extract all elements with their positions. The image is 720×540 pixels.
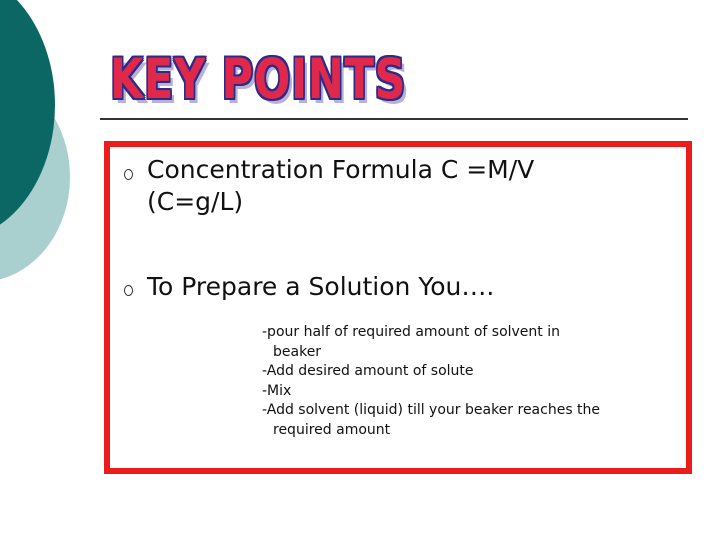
step-item [262,323,600,362]
key-points-box [104,141,692,474]
bullet-circle-icon [124,169,133,180]
step-text: -Add desired amount of solute [262,363,474,379]
step-item [262,382,600,402]
preparation-steps [262,323,600,440]
slide-title: KEY POINTS [110,47,407,111]
point-line: Concentration Formula C =M/V [147,155,535,184]
step-text-continued: beaker [273,343,322,360]
step-item [262,362,600,382]
title-divider [100,118,688,120]
point-concentration-formula [147,154,534,218]
step-item [262,401,600,440]
bullet-circle-icon [124,285,133,296]
step-text-continued: required amount [273,421,391,438]
step-text: -Add solvent (liquid) till your beaker reaches the [262,402,601,418]
point-prepare-solution: To Prepare a Solution You…. [147,272,495,301]
step-text: -pour half of required amount of solvent in [262,324,560,340]
point-line: (C=g/L) [147,187,244,216]
step-text: -Mix [262,382,292,399]
